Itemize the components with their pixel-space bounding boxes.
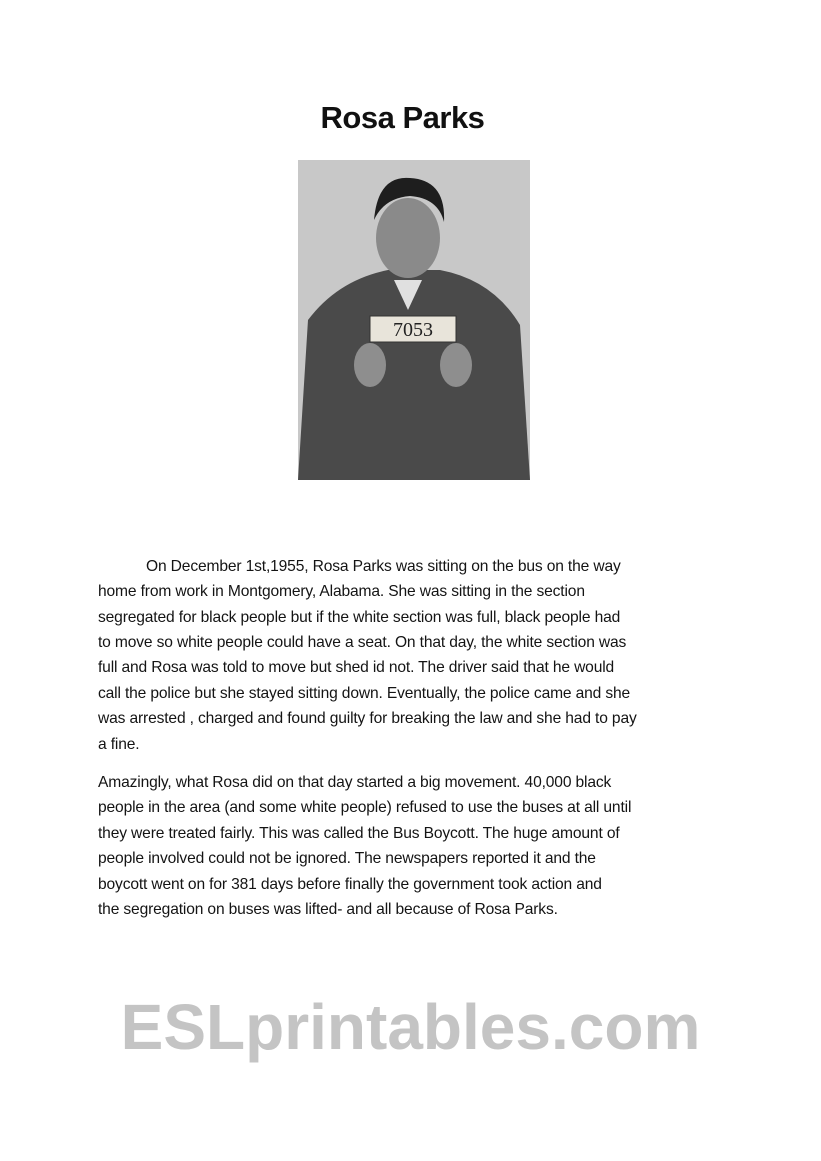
text-line: to move so white people could have a seat. On that day, the white section was xyxy=(98,634,627,651)
text-line: home from work in Montgomery, Alabama. She was sitting in the section xyxy=(98,583,585,600)
text-line: a fine. xyxy=(98,736,140,753)
text-line: call the police but she stayed sitting down. Eventually, the police came and she xyxy=(98,685,631,702)
text-line: full and Rosa was told to move but shed id not. The driver said that he would xyxy=(98,659,615,676)
text-line: boycott went on for 381 days before finally the government took action and xyxy=(98,876,602,893)
text-line: the segregation on buses was lifted- and all because of Rosa Parks. xyxy=(98,901,558,918)
text-line: segregated for black people but if the white section was full, black people had xyxy=(98,609,621,626)
text-line: was arrested , charged and found guilty for breaking the law and she had to pay xyxy=(98,710,637,727)
text-line: they were treated fairly. This was called the Bus Boycott. The huge amount of xyxy=(98,825,620,842)
text-line: Amazingly, what Rosa did on that day started a big movement. 40,000 black xyxy=(98,774,612,791)
rosa-parks-photo xyxy=(298,160,530,480)
text-line: people involved could not be ignored. The newspapers reported it and the xyxy=(98,850,596,867)
text-line: On December 1st,1955, Rosa Parks was sitting on the bus on the way xyxy=(146,558,621,575)
text-line: people in the area (and some white people) refused to use the buses at all until xyxy=(98,799,632,816)
placard-number: 7053 xyxy=(393,319,433,341)
page-title: Rosa Parks xyxy=(320,100,485,135)
watermark: ESLprintables.com xyxy=(120,991,701,1063)
